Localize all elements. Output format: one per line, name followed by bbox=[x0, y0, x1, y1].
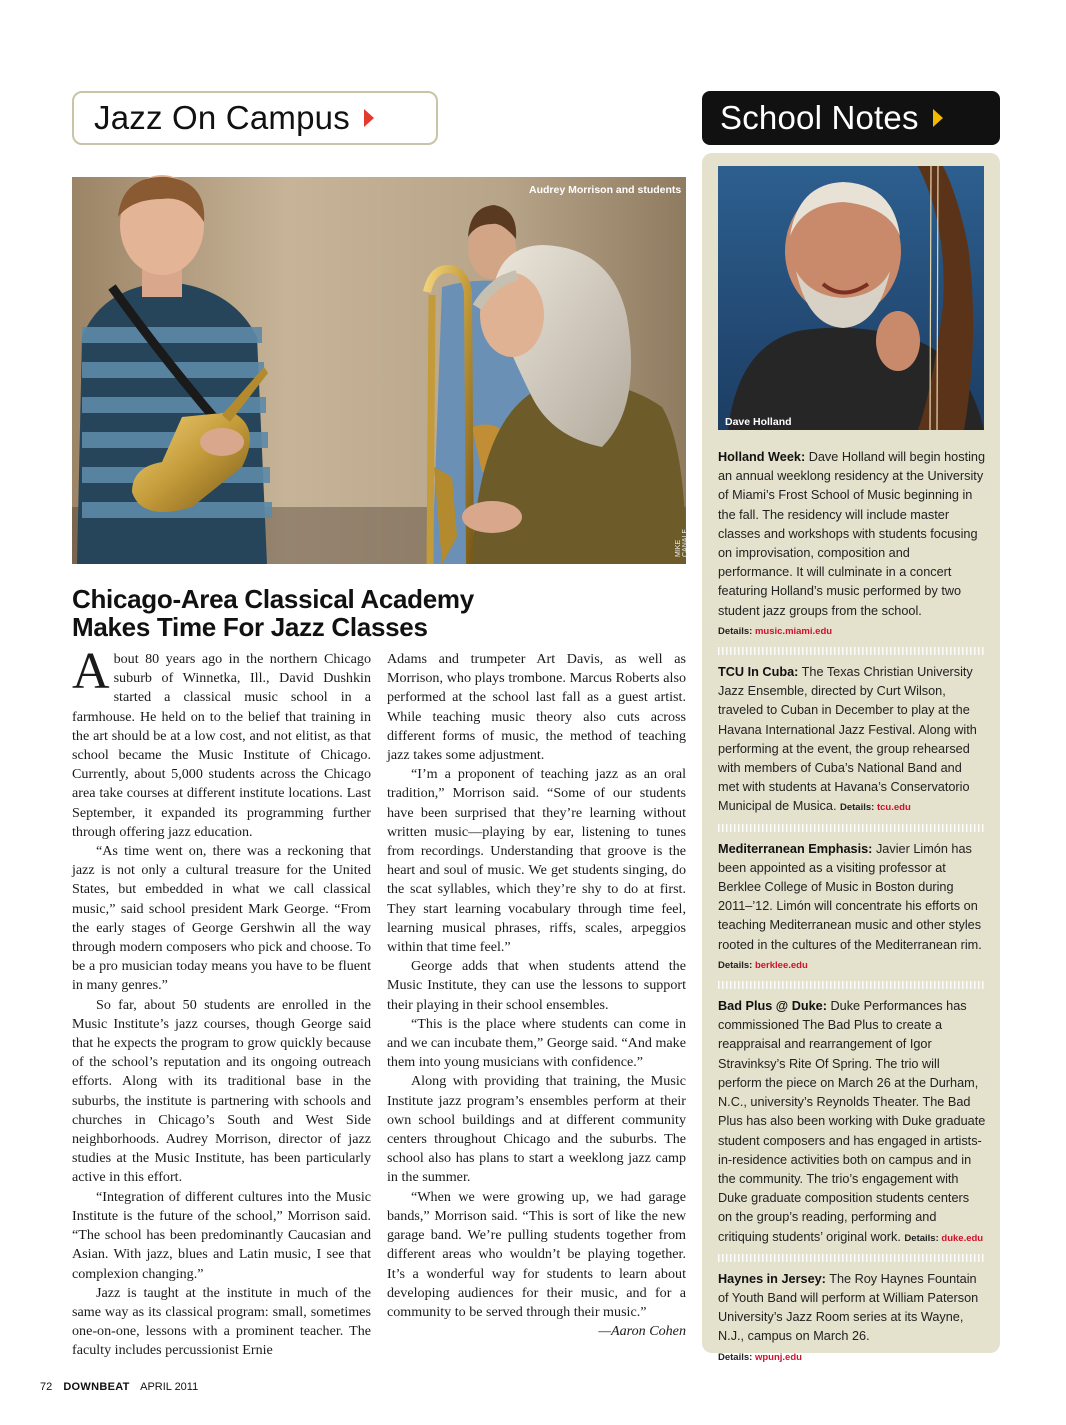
section-tab-jazz-on-campus bbox=[72, 91, 438, 145]
dotted-divider bbox=[718, 824, 986, 832]
headline-line-2: Makes Time For Jazz Classes bbox=[72, 612, 428, 642]
issue-date: APRIL 2011 bbox=[140, 1381, 199, 1393]
dave-holland-image bbox=[718, 166, 984, 430]
dave-holland-photo bbox=[718, 166, 984, 430]
note-mediterranean-emphasis bbox=[718, 840, 986, 975]
note-body: Dave Holland will begin hosting an annual weeklong residency at the University of Miami’s Frost School of Music beginning in the fall. The residency will include master classes and workshops with students focusing on improvisation, composition and performance. It will culminate in a concert featuring Holland’s music performed by two student jazz groups from the school. bbox=[718, 450, 986, 618]
main-photo-image bbox=[72, 177, 686, 564]
paragraph: “Integration of different cultures into the Music Institute is the future of the school,” Morrison said. “The school has been predominantly Caucasian and Asian. With jazz, blues and Latin music, I see that complexion changing.” bbox=[72, 1188, 371, 1282]
details-label: Details: bbox=[840, 802, 875, 814]
section-tab-school-notes bbox=[702, 91, 1000, 145]
note-body: Javier Limón has been appointed as a visiting professor at Berklee College of Music in Boston during 2011–’12. Limón will concentrate his efforts on teaching Mediterranean music and other styles rooted in the cultures of the Mediterranean rim. bbox=[718, 841, 982, 952]
arrow-right-icon bbox=[933, 109, 943, 127]
note-body: Duke Performances has commissioned The Bad Plus to create a reappraisal and rearrangement of Igor Stravinksy’s Rite Of Spring. The trio will perform the piece on March 26 at the Durham, N.C., university’s Reynolds Theater. The Bad Plus has also been working with Duke graduate student composers and has engaged in artists-in-residence activities both on campus and in the community. The trio’s engagement with Duke graduate composition students centers on the group’s reading, performing and critiquing students’ original work. bbox=[718, 999, 986, 1244]
note-bad-plus-duke bbox=[718, 997, 986, 1248]
note-body: The Roy Haynes Fountain of Youth Band will perform at William Paterson University’s Jazz Room series at its Wayne, N.J., campus on March 26. bbox=[718, 1271, 979, 1344]
details-line bbox=[718, 960, 808, 971]
details-label: Details: bbox=[718, 959, 753, 971]
paragraph bbox=[72, 643, 371, 842]
paragraph: So far, about 50 students are enrolled in the Music Institute’s jazz courses, though George said that he expects the program to grow quickly because of the school’s reputation and its ongoing outreach efforts. Along with its traditional base in the suburbs, the institute is partnering with schools and churches in Chicago’s South and West Side neighborhoods. Audrey Morrison, director of jazz studies at the Music Institute, has been particularly active in this effort. bbox=[72, 996, 371, 1186]
paragraph-text: “When we were growing up, we had garage bands,” Morrison said. “This is sort of like the new garage band. We’re pulling students together from different areas who wouldn’t be playing together. It’s a wonderful way for students to learn about developing audiences for their music, and for a community to be served through their music.” bbox=[387, 1188, 686, 1320]
details-line bbox=[718, 1352, 802, 1363]
school-notes-list bbox=[718, 448, 986, 1367]
section-title: Jazz On Campus bbox=[94, 99, 350, 136]
paragraph bbox=[387, 1188, 686, 1340]
details-label: Details: bbox=[718, 1351, 753, 1363]
dotted-divider bbox=[718, 981, 986, 989]
note-tcu-in-cuba bbox=[718, 663, 986, 818]
dotted-divider bbox=[718, 647, 986, 655]
details-line bbox=[718, 626, 832, 637]
details-label: Details: bbox=[904, 1232, 939, 1244]
article-headline bbox=[72, 585, 672, 641]
details-label: Details: bbox=[718, 625, 753, 637]
headline-line-1: Chicago-Area Classical Academy bbox=[72, 584, 474, 614]
byline: —Aaron Cohen bbox=[598, 1323, 686, 1340]
note-holland-week bbox=[718, 448, 986, 641]
sidebar-title: School Notes bbox=[720, 99, 919, 136]
photo-caption: Dave Holland bbox=[725, 416, 792, 428]
article-column-2 bbox=[387, 650, 686, 1341]
paragraph: Adams and trumpeter Art Davis, as well as Morrison, who plays trombone. Marcus Roberts also performed at the school last fall as a guest artist. While teaching music theory also cuts across different forms of music, the method of teaching jazz takes some adjustment. bbox=[387, 651, 686, 764]
photo-credit: MIKE CANALE bbox=[675, 528, 689, 557]
note-title: TCU In Cuba: bbox=[718, 665, 799, 680]
paragraph: “I’m a proponent of teaching jazz as an oral tradition,” Morrison said. “Some of our students have been surprised that they’re learning without written music—playing by ear, listening to tunes from recordings. Understanding that groove is the heart and soul of music. We get students singing, do the scat syllables, which they’re shy to do at first. They start learning vocabulary through time feel, learning musical phrases, riffs, scales, arpeggios within that time feel.” bbox=[387, 766, 686, 956]
article-column-1 bbox=[72, 643, 371, 1361]
paragraph: “This is the place where students can come in and we can incubate them,” George said. “And make them into young musicians with confidence.” bbox=[387, 1015, 686, 1071]
magazine-name: DOWNBEAT bbox=[63, 1381, 130, 1393]
details-link-berklee[interactable]: berklee.edu bbox=[754, 959, 808, 971]
page-number: 72 bbox=[40, 1381, 53, 1393]
details-line bbox=[840, 802, 911, 813]
note-haynes-in-jersey bbox=[718, 1270, 986, 1367]
note-title: Mediterranean Emphasis: bbox=[718, 841, 873, 856]
details-link-tcu[interactable]: tcu.edu bbox=[876, 802, 911, 814]
arrow-right-icon bbox=[364, 109, 374, 127]
details-link-duke[interactable]: duke.edu bbox=[941, 1232, 984, 1244]
note-body: The Texas Christian University Jazz Ensemble, directed by Curt Wilson, traveled to Cuban in December to play at the Havana International Jazz Festival. Along with performing at the event, the group rehearsed with members of Cuba’s National Band and met with students at Havana’s Conservatorio Municipal de Musica. bbox=[718, 665, 977, 814]
note-title: Holland Week: bbox=[718, 450, 806, 464]
page-footer bbox=[40, 1381, 198, 1393]
details-line bbox=[904, 1233, 983, 1244]
paragraph: “As time went on, there was a reckoning that jazz is not only a cultural treasure for the United States, but embedded in what we call classical music,” said school president Mark George. “From the early stages of George Gershwin all the way through modern composers who pick and choose. To be a pro musician today means you have to be fluent in many genres.” bbox=[72, 843, 371, 994]
drop-cap: A bbox=[72, 643, 110, 700]
main-photo bbox=[72, 177, 689, 564]
note-title: Haynes in Jersey: bbox=[718, 1271, 826, 1286]
details-link-music-miami[interactable]: music.miami.edu bbox=[754, 625, 833, 637]
paragraph: Along with providing that training, the Music Institute jazz program’s ensembles perform at their own school buildings and at different community centers throughout Chicago and the suburbs. The school also has plans to start a weeklong jazz camp in the summer. bbox=[387, 1073, 686, 1186]
paragraph: Jazz is taught at the institute in much of the same way as its classical program: small, sometimes one-on-one, lessons with a prominent teacher. The faculty includes percussionist Ernie bbox=[72, 1284, 371, 1359]
paragraph: George adds that when students attend the Music Institute, they can use the lessons to support their playing in their school ensembles. bbox=[387, 958, 686, 1013]
photo-caption: Audrey Morrison and students bbox=[529, 184, 682, 196]
paragraph-text: bout 80 years ago in the northern Chicago suburb of Winnetka, Ill., David Dushkin started a classical music school in a farmhouse. He held on to the belief that training in the art should be at a low cost, and not elitist, as that school became the Music Institute of Chicago. Currently, about 5,000 students across the Chicago area take courses at different institute locations. Last September, it expanded its programming further through offering jazz education. bbox=[72, 651, 371, 840]
dotted-divider bbox=[718, 1254, 986, 1262]
note-title: Bad Plus @ Duke: bbox=[718, 999, 827, 1014]
details-link-wpunj[interactable]: wpunj.edu bbox=[754, 1351, 802, 1363]
